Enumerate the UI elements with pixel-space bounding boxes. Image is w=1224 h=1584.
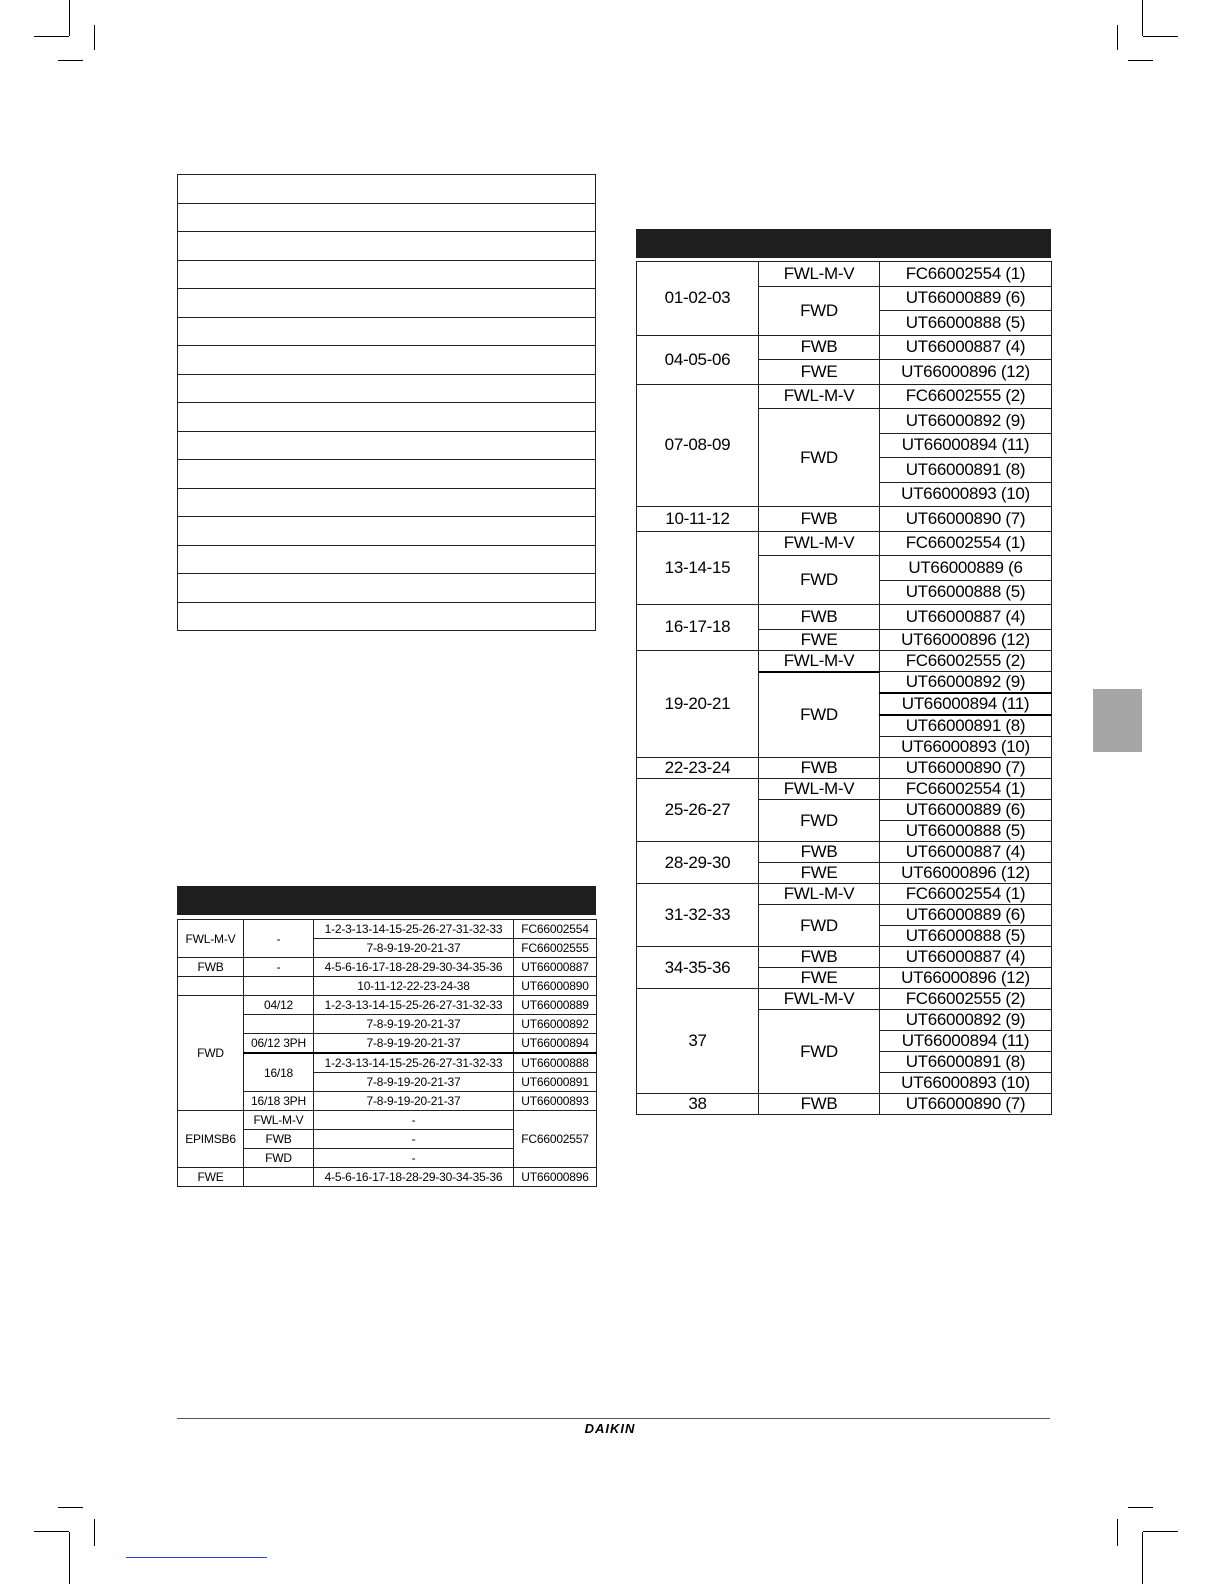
- table-cell: UT66000892 (9): [880, 1010, 1052, 1031]
- section-side-tab: [1093, 689, 1142, 752]
- table-cell: FWL-M-V: [178, 920, 244, 958]
- table-cell: FC66002554 (1): [880, 531, 1052, 556]
- table-cell: UT66000894 (11): [880, 1031, 1052, 1052]
- table-row: [178, 517, 596, 546]
- table-cell: UT66000896 (12): [880, 629, 1052, 650]
- empty-ruled-table: [177, 174, 596, 631]
- table-cell: FC66002554 (1): [880, 779, 1052, 800]
- table-cell: UT66000893: [514, 1092, 597, 1111]
- table-cell: UT66000888 (5): [880, 821, 1052, 842]
- table-cell: FWD: [759, 672, 880, 758]
- table-cell: FC66002557: [514, 1111, 597, 1168]
- table-cell: 7-8-9-19-20-21-37: [314, 1092, 514, 1111]
- table-cell: UT66000887: [514, 958, 597, 977]
- crop-mark: [69, 1532, 70, 1584]
- table-cell: UT66000893 (10): [880, 482, 1052, 507]
- table-cell: 34-35-36: [637, 947, 759, 989]
- table-cell: UT66000889 (6): [880, 800, 1052, 821]
- table-cell: FWE: [759, 968, 880, 989]
- table-cell: UT66000890 (7): [880, 1094, 1052, 1115]
- table-row: [637, 989, 1052, 1010]
- table-row: [178, 460, 596, 489]
- table-cell: 7-8-9-19-20-21-37: [314, 1034, 514, 1054]
- table-cell: UT66000890: [514, 977, 597, 996]
- table-cell: EPIMSB6: [178, 1111, 244, 1168]
- table-cell: UT66000891 (8): [880, 458, 1052, 483]
- table-cell: FWL-M-V: [759, 384, 880, 409]
- table-cell: 04-05-06: [637, 335, 759, 384]
- table-row: [178, 175, 596, 204]
- table-row: [178, 317, 596, 346]
- table-cell: FWB: [759, 842, 880, 863]
- table-cell: FWD: [759, 800, 880, 842]
- table-cell: -: [314, 1149, 514, 1168]
- table-cell: UT66000893 (10): [880, 737, 1052, 758]
- crop-mark: [58, 1507, 83, 1508]
- table-cell: UT66000894: [514, 1034, 597, 1054]
- table-cell: FWL-M-V: [759, 779, 880, 800]
- crop-mark: [1128, 60, 1153, 61]
- table-row: [637, 262, 1052, 287]
- crop-mark: [1142, 0, 1143, 36]
- table-cell: UT66000894 (11): [880, 693, 1052, 715]
- crop-mark: [34, 36, 69, 37]
- table-row: [637, 1094, 1052, 1115]
- table-cell: 13-14-15: [637, 531, 759, 605]
- table-row: [178, 1111, 597, 1130]
- table-row: [637, 605, 1052, 630]
- table-cell: 31-32-33: [637, 884, 759, 947]
- table-row: [637, 650, 1052, 672]
- table-cell: UT66000894 (11): [880, 433, 1052, 458]
- table-row: [637, 884, 1052, 905]
- crop-mark: [69, 0, 70, 36]
- table-cell: UT66000889 (6: [880, 556, 1052, 581]
- table-cell: 7-8-9-19-20-21-37: [314, 1015, 514, 1034]
- table-row: [178, 1168, 597, 1187]
- table-cell: 37: [637, 989, 759, 1094]
- table-cell: [244, 977, 314, 996]
- daikin-logo: DAIKIN: [584, 1421, 636, 1436]
- table-cell: UT66000892 (9): [880, 409, 1052, 434]
- table-cell: UT66000887 (4): [880, 842, 1052, 863]
- table-cell: FWB: [759, 1094, 880, 1115]
- table-row: [637, 335, 1052, 360]
- size-code-table: [636, 261, 1052, 1115]
- crop-mark: [94, 1519, 95, 1546]
- table-row: [637, 947, 1052, 968]
- table-cell: UT66000890 (7): [880, 758, 1052, 779]
- table-cell: [244, 1015, 314, 1034]
- table-cell: UT66000888 (5): [880, 580, 1052, 605]
- table-cell: FWB: [759, 605, 880, 630]
- table-cell: FC66002555 (2): [880, 989, 1052, 1010]
- table-cell: 7-8-9-19-20-21-37: [314, 1073, 514, 1092]
- table-row: [178, 574, 596, 603]
- table-cell: 04/12: [244, 996, 314, 1015]
- table-cell: 1-2-3-13-14-15-25-26-27-31-32-33: [314, 920, 514, 939]
- table-row: [178, 488, 596, 517]
- table-cell: UT66000896 (12): [880, 360, 1052, 385]
- table-cell: FWE: [759, 360, 880, 385]
- table-row: [178, 346, 596, 375]
- table-row: [637, 758, 1052, 779]
- table-cell: UT66000887 (4): [880, 335, 1052, 360]
- table-cell: UT66000896 (12): [880, 863, 1052, 884]
- table-cell: UT66000892: [514, 1015, 597, 1034]
- table-cell: -: [244, 958, 314, 977]
- table-cell: UT66000893 (10): [880, 1073, 1052, 1094]
- table-cell: 01-02-03: [637, 262, 759, 336]
- table-cell: UT66000891 (8): [880, 715, 1052, 737]
- table-cell: FWL-M-V: [244, 1111, 314, 1130]
- table-cell: FC66002555: [514, 939, 597, 958]
- table-cell: 28-29-30: [637, 842, 759, 884]
- table-row: [637, 531, 1052, 556]
- table-cell: FWD: [178, 996, 244, 1111]
- table-cell: FWB: [759, 507, 880, 532]
- model-code-table: [177, 919, 597, 1187]
- table-cell: -: [244, 920, 314, 958]
- table-cell: [244, 1168, 314, 1187]
- table-cell: UT66000889: [514, 996, 597, 1015]
- table-cell: FC66002554: [514, 920, 597, 939]
- table-cell: -: [314, 1111, 514, 1130]
- table-cell: UT66000896 (12): [880, 968, 1052, 989]
- table-cell: FWD: [759, 556, 880, 605]
- table-cell: 22-23-24: [637, 758, 759, 779]
- table-cell: FWE: [759, 629, 880, 650]
- table-cell: UT66000887 (4): [880, 605, 1052, 630]
- table-cell: UT66000888 (5): [880, 926, 1052, 947]
- link-underline[interactable]: [126, 1557, 267, 1558]
- table-cell: 7-8-9-19-20-21-37: [314, 939, 514, 958]
- table-cell: UT66000889 (6): [880, 905, 1052, 926]
- table-cell: FWL-M-V: [759, 989, 880, 1010]
- crop-mark: [1143, 36, 1178, 37]
- table-cell: 4-5-6-16-17-18-28-29-30-34-35-36: [314, 958, 514, 977]
- table-cell: UT66000896: [514, 1168, 597, 1187]
- big-table-header-bar: [636, 229, 1051, 258]
- crop-mark: [1117, 1519, 1118, 1546]
- crop-mark: [1142, 1532, 1143, 1584]
- table-cell: 07-08-09: [637, 384, 759, 507]
- table-row: [178, 920, 597, 939]
- small-table-header-bar: [177, 886, 596, 915]
- table-cell: FWB: [178, 958, 244, 977]
- table-cell: 25-26-27: [637, 779, 759, 842]
- table-cell: FWE: [178, 1168, 244, 1187]
- table-cell: FC66002555 (2): [880, 384, 1052, 409]
- table-cell: FWB: [759, 335, 880, 360]
- table-cell: 38: [637, 1094, 759, 1115]
- table-row: [178, 260, 596, 289]
- table-cell: 1-2-3-13-14-15-25-26-27-31-32-33: [314, 996, 514, 1015]
- table-cell: UT66000888 (5): [880, 311, 1052, 336]
- table-row: [637, 842, 1052, 863]
- table-row: [178, 203, 596, 232]
- table-row: [178, 403, 596, 432]
- table-cell: UT66000892 (9): [880, 672, 1052, 694]
- table-cell: FWD: [759, 905, 880, 947]
- table-cell: 06/12 3PH: [244, 1034, 314, 1054]
- table-cell: 19-20-21: [637, 650, 759, 758]
- crop-mark: [94, 25, 95, 50]
- crop-mark: [1117, 25, 1118, 50]
- table-cell: FC66002554 (1): [880, 262, 1052, 287]
- table-cell: FWL-M-V: [759, 884, 880, 905]
- table-row: [178, 431, 596, 460]
- table-cell: FWB: [759, 947, 880, 968]
- table-cell: UT66000888: [514, 1053, 597, 1073]
- crop-mark: [34, 1531, 69, 1532]
- table-cell: 16-17-18: [637, 605, 759, 651]
- table-cell: UT66000891 (8): [880, 1052, 1052, 1073]
- table-row: [178, 289, 596, 318]
- table-row: [178, 232, 596, 261]
- table-row: [178, 374, 596, 403]
- table-cell: 16/18: [244, 1053, 314, 1092]
- table-cell: UT66000891: [514, 1073, 597, 1092]
- crop-mark: [1128, 1507, 1153, 1508]
- table-cell: [178, 977, 244, 996]
- table-row: [178, 602, 596, 631]
- table-cell: FWD: [759, 1010, 880, 1094]
- table-row: [178, 996, 597, 1015]
- footer-rule: [177, 1418, 1050, 1419]
- table-cell: FWE: [759, 863, 880, 884]
- table-cell: FWL-M-V: [759, 262, 880, 287]
- table-row: [637, 779, 1052, 800]
- table-cell: 10-11-12-22-23-24-38: [314, 977, 514, 996]
- table-cell: 1-2-3-13-14-15-25-26-27-31-32-33: [314, 1053, 514, 1073]
- table-row: [178, 977, 597, 996]
- table-cell: -: [314, 1130, 514, 1149]
- crop-mark: [58, 60, 83, 61]
- crop-mark: [1143, 1531, 1178, 1532]
- table-row: [637, 384, 1052, 409]
- table-cell: 16/18 3PH: [244, 1092, 314, 1111]
- table-cell: FWL-M-V: [759, 650, 880, 672]
- table-cell: 10-11-12: [637, 507, 759, 532]
- table-cell: FWD: [759, 286, 880, 335]
- table-cell: FWD: [759, 409, 880, 507]
- table-cell: UT66000887 (4): [880, 947, 1052, 968]
- table-cell: UT66000890 (7): [880, 507, 1052, 532]
- table-cell: FWB: [759, 758, 880, 779]
- table-row: [178, 545, 596, 574]
- table-row: [178, 958, 597, 977]
- table-cell: FWD: [244, 1149, 314, 1168]
- table-row: [637, 507, 1052, 532]
- table-cell: FC66002554 (1): [880, 884, 1052, 905]
- table-cell: FWB: [244, 1130, 314, 1149]
- table-cell: FWL-M-V: [759, 531, 880, 556]
- table-cell: 4-5-6-16-17-18-28-29-30-34-35-36: [314, 1168, 514, 1187]
- table-cell: FC66002555 (2): [880, 650, 1052, 672]
- table-cell: UT66000889 (6): [880, 286, 1052, 311]
